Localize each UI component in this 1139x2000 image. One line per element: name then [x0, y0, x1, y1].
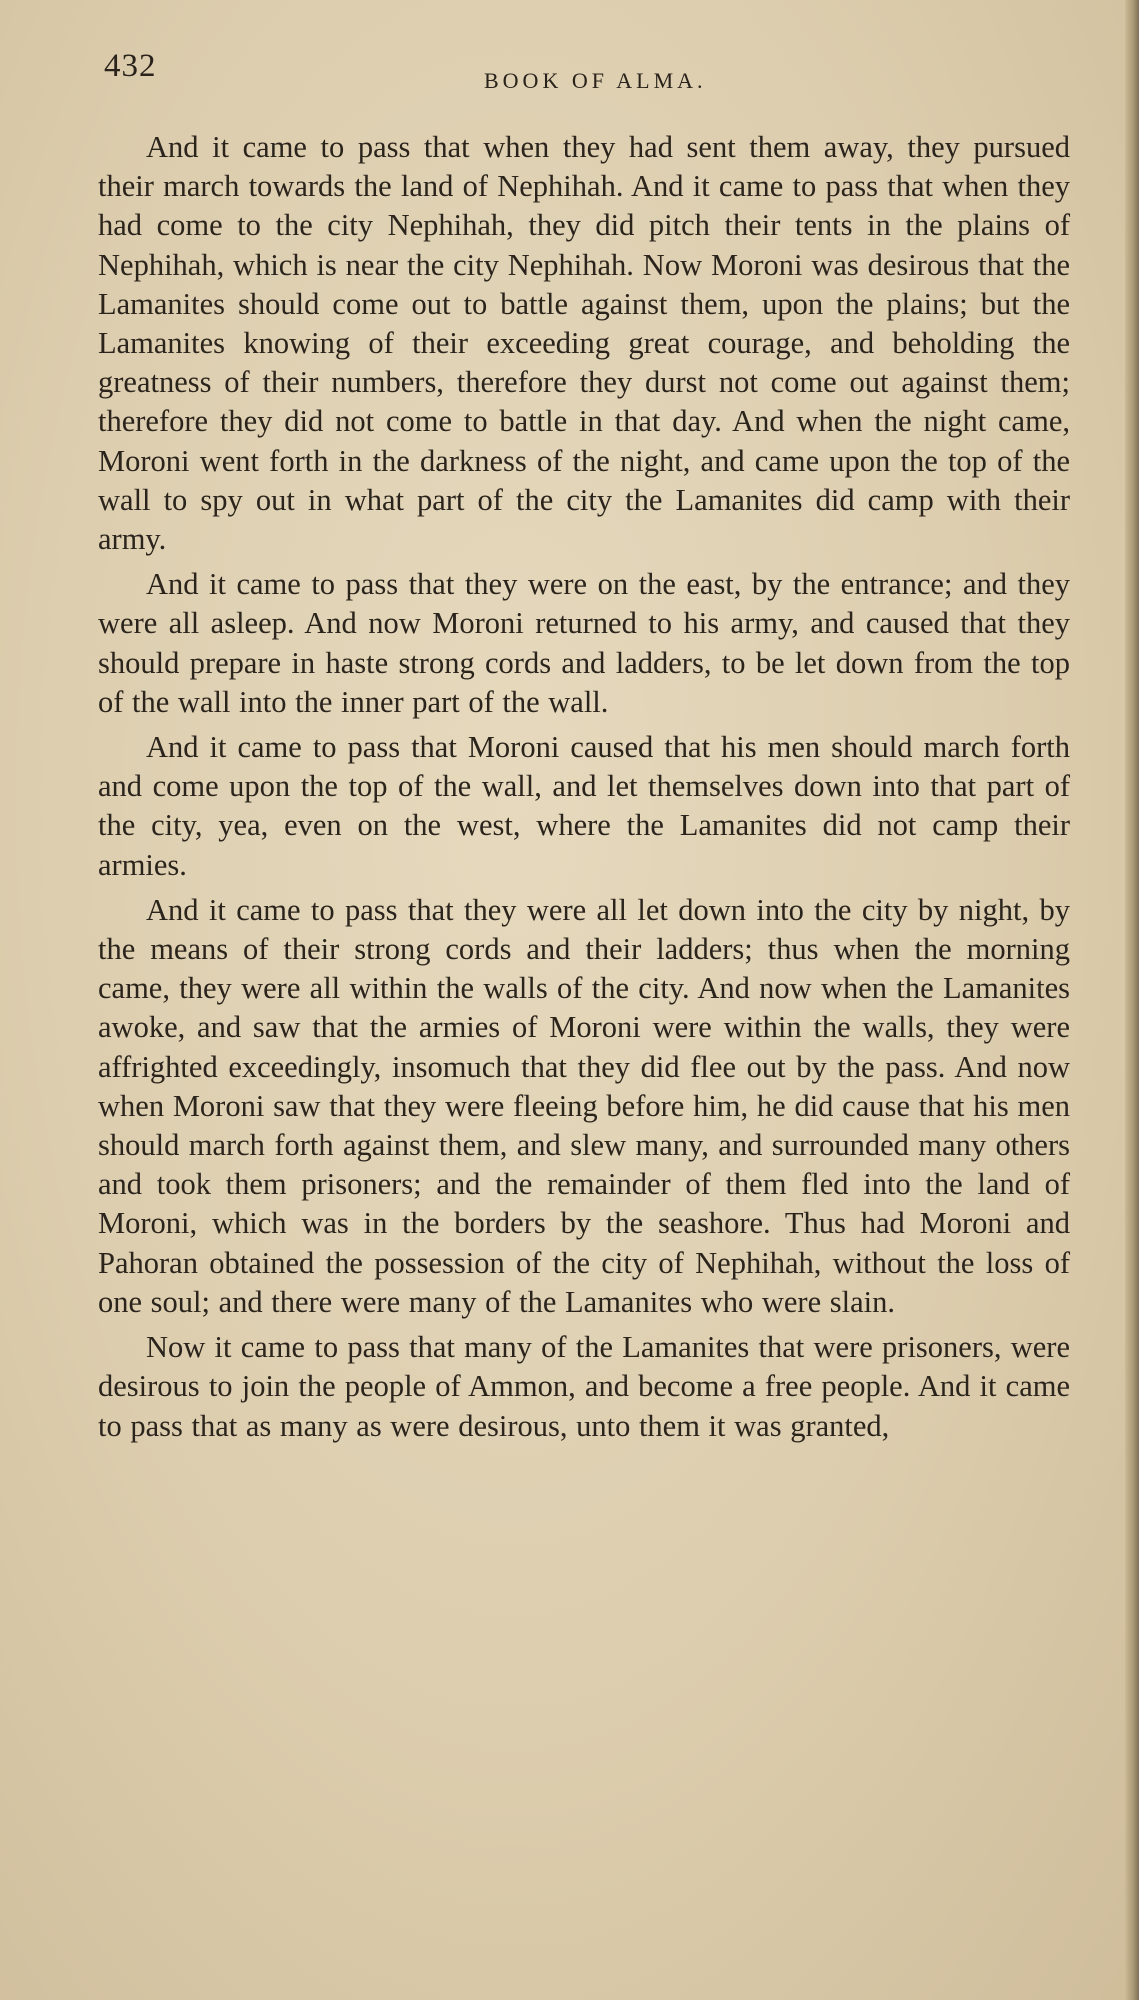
paragraph-2: And it came to pass that they were on the east, by the entrance; and they were all asleep. And now Moroni returned to his army, and caused that they should prepare in haste strong cords and ladders, to be let down from the top of the wall into the inner part of the wall.	[98, 567, 1070, 719]
paragraph-3: And it came to pass that Moroni caused that his men should march forth and come upon the top of the wall, and let themselves down into that part of the city, yea, even on the west, where the Lamanites did not camp their armies.	[98, 730, 1070, 882]
running-head: BOOK OF ALMA.	[484, 68, 707, 93]
text-body	[98, 128, 1070, 1452]
paragraph-5: Now it came to pass that many of the Lamanites that were prisoners, were desirous to join the people of Ammon, and become a free people. And it came to pass that as many as were desirous, unto them it was granted,	[98, 1330, 1070, 1443]
page-header	[104, 48, 1070, 98]
page-number: 432	[104, 48, 157, 84]
paragraph-1: And it came to pass that when they had sent them away, they pursued their march towards the land of Nephihah. And it came to pass that when they had come to the city Nephihah, they did pitch their tents in the plains of Nephihah, which is near the city Nephihah. Now Moroni was desirous that the Lamanites should come out to battle against them, upon the plains; but the Lamanites knowing of their exceeding great courage, and beholding the greatness of their numbers, therefore they durst not come out against them; therefore they did not come to battle in that day. And when the night came, Moroni went forth in the darkness of the night, and came upon the top of the wall to spy out in what part of the city the Lamanites did camp with their army.	[98, 130, 1070, 557]
paragraph-4: And it came to pass that they were all let down into the city by night, by the means of their strong cords and their ladders; thus when the morning came, they were all within the walls of the city. And now when the Lamanites awoke, and saw that the armies of Moroni were within the walls, they were affrighted exceedingly, insomuch that they did flee out by the pass. And now when Moroni saw that they were fleeing before him, he did cause that his men should march forth against them, and slew many, and surrounded many others and took them prisoners; and the remainder of them fled into the land of Moroni, which was in the borders by the seashore. Thus had Moroni and Pahoran obtained the possession of the city of Nephihah, without the loss of one soul; and there were many of the Lamanites who were slain.	[98, 892, 1070, 1319]
page-edge	[1125, 0, 1139, 2000]
